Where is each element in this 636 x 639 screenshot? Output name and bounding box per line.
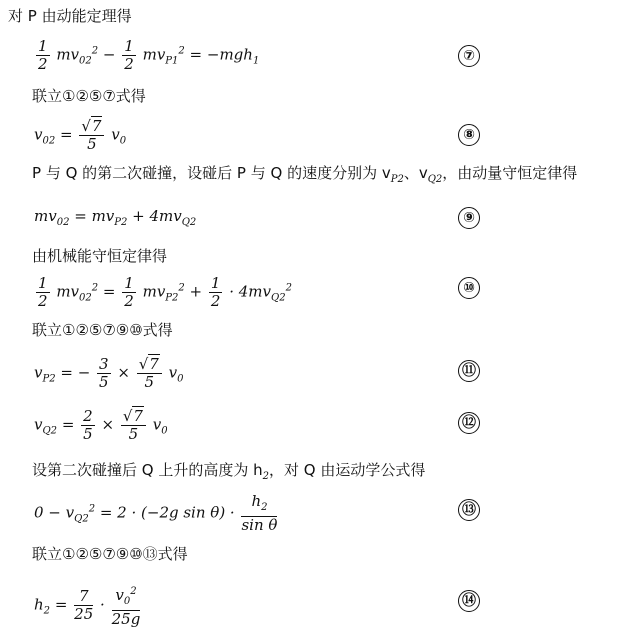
equation-number-8: ⑧	[458, 124, 480, 146]
denominator: 25g	[111, 610, 141, 628]
lhs: h	[34, 595, 44, 614]
term: h	[251, 492, 262, 510]
equation-9	[34, 206, 196, 233]
numerator	[121, 408, 146, 426]
numerator: 2	[83, 407, 93, 425]
line-6-text-c: ，对 Q 由运动学公式得	[269, 461, 426, 479]
numerator: 3	[99, 355, 109, 373]
fraction	[36, 275, 50, 310]
numerator: 1	[38, 274, 48, 292]
equation-8	[34, 118, 126, 153]
subscript: 2	[261, 502, 268, 513]
lhs: v	[34, 125, 43, 144]
fraction	[79, 118, 104, 153]
subscript: 02	[56, 217, 70, 228]
numerator	[112, 583, 141, 611]
term: v	[168, 363, 178, 382]
equation-11	[34, 356, 183, 391]
subscript: Q2	[74, 513, 89, 525]
fraction	[209, 275, 223, 310]
equals: =	[60, 125, 78, 144]
superscript: 2	[88, 503, 96, 515]
denominator: 25	[74, 605, 94, 623]
equation-10	[34, 275, 292, 310]
term: + 4mv	[132, 207, 182, 225]
equals: =	[54, 595, 73, 614]
operator: −	[102, 45, 121, 64]
operator: +	[189, 282, 207, 301]
numerator: 1	[210, 274, 221, 292]
equals: =	[74, 207, 92, 225]
radicand: 7	[133, 407, 143, 425]
text-line-7	[32, 544, 188, 564]
lhs: v	[34, 415, 43, 434]
text-line-1	[8, 6, 132, 26]
radicand: 7	[91, 117, 102, 135]
fraction	[241, 493, 277, 534]
numerator	[241, 493, 277, 517]
superscript: 2	[91, 45, 99, 57]
equation-number-14: ⑭	[458, 590, 480, 612]
fraction	[74, 588, 93, 623]
equation-7	[34, 38, 259, 73]
text-line-4	[32, 246, 167, 266]
term: v	[111, 125, 120, 144]
line-5-text: 联立①②⑤⑦⑨⑩式得	[32, 321, 173, 339]
denominator: 2	[38, 55, 48, 73]
denominator: sin θ	[241, 516, 278, 534]
sqrt-sign: √7	[138, 355, 159, 373]
term: mv	[91, 207, 115, 225]
superscript: 2	[91, 282, 99, 294]
subscript: 02	[79, 292, 92, 304]
equation-number-9: ⑨	[458, 207, 480, 229]
denominator: 2	[210, 292, 221, 310]
denominator: 2	[38, 292, 48, 310]
times: ×	[117, 363, 130, 382]
subscript: 0	[119, 135, 127, 147]
denominator: 5	[83, 425, 93, 443]
subscript: Q2	[271, 292, 286, 304]
subscript: Q2	[181, 217, 197, 228]
subscript: 2	[43, 605, 51, 617]
subscript: 02	[42, 135, 56, 147]
equals: = 2 · (−2g sin θ) ·	[99, 503, 240, 522]
lhs: v	[34, 363, 43, 382]
denominator: 2	[124, 55, 134, 73]
superscript: 2	[285, 282, 292, 294]
term: · 4mv	[229, 282, 271, 301]
subscript: 1	[252, 55, 260, 67]
denominator: 5	[87, 135, 97, 153]
subscript: P2	[390, 174, 404, 185]
superscript: 2	[178, 282, 185, 294]
text-line-5	[32, 320, 173, 340]
subscript: 0	[177, 373, 184, 385]
radicand: 7	[149, 355, 159, 373]
equation-number-12: ⑫	[458, 412, 480, 434]
subscript: P2	[114, 217, 128, 228]
denominator: 5	[144, 373, 155, 391]
text-line-2	[32, 86, 146, 106]
dot: ·	[100, 595, 105, 614]
numerator	[79, 118, 104, 136]
equation-number-13: ⑬	[458, 499, 480, 521]
equation-number-10: ⑩	[458, 277, 480, 299]
term: mv	[34, 207, 57, 225]
equals: = −	[60, 363, 91, 382]
line-3-text-e: ，由动量守恒定律得	[442, 164, 578, 182]
equation-13	[34, 493, 279, 534]
equals: =	[61, 415, 80, 434]
subscript: P2	[165, 292, 179, 304]
subscript: 2	[262, 471, 269, 482]
rhs: = −mgh	[189, 45, 253, 64]
equation-number-11: ⑪	[458, 360, 480, 382]
subscript: Q2	[42, 425, 58, 437]
subscript: 0	[123, 596, 131, 607]
line-3-text-c: 、v	[403, 164, 428, 182]
term: mv	[142, 282, 166, 301]
line-3-text-a: P 与 Q 的第二次碰撞，设碰后 P 与 Q 的速度分别为 v	[32, 164, 391, 182]
line-6-text-a: 设第二次碰撞后 Q 上升的高度为 h	[32, 461, 263, 479]
numerator	[137, 356, 162, 374]
line-4-text: 由机械能守恒定律得	[32, 247, 168, 265]
text-line-6	[32, 460, 425, 487]
subscript: 02	[79, 55, 92, 67]
subscript: 0	[161, 425, 168, 437]
sqrt-sign: √7	[81, 117, 102, 135]
fraction	[121, 408, 146, 443]
term: v	[115, 586, 124, 604]
term: v	[152, 415, 162, 434]
denominator: 2	[124, 292, 134, 310]
fraction	[112, 583, 141, 628]
fraction	[122, 38, 136, 73]
equation-number-7: ⑦	[458, 45, 480, 67]
numerator: 1	[124, 37, 134, 55]
fraction	[81, 408, 95, 443]
denominator: 5	[99, 373, 109, 391]
fraction	[97, 356, 111, 391]
equation-14	[34, 583, 142, 628]
subscript: P1	[165, 55, 179, 67]
sqrt-sign: √7	[122, 407, 143, 425]
fraction	[137, 356, 162, 391]
numerator: 1	[124, 274, 134, 292]
times: ×	[101, 415, 115, 434]
fraction	[122, 275, 136, 310]
text-line-3	[32, 163, 577, 190]
subscript: P2	[42, 373, 56, 385]
fraction	[36, 38, 50, 73]
subscript: Q2	[427, 174, 443, 185]
term: mv	[56, 282, 80, 301]
line-7-text: 联立①②⑤⑦⑨⑩⑬式得	[32, 545, 188, 563]
equals: =	[102, 282, 121, 301]
term: mv	[56, 45, 80, 64]
equation-12	[34, 408, 168, 443]
numerator: 1	[38, 37, 48, 55]
superscript: 2	[178, 45, 185, 57]
superscript: 2	[130, 586, 137, 597]
line-1-text: 对 P 由动能定理得	[8, 7, 132, 25]
numerator: 7	[74, 588, 93, 606]
line-2-text: 联立①②⑤⑦式得	[32, 87, 146, 105]
denominator: 5	[128, 425, 139, 443]
term: 0 − v	[34, 503, 75, 522]
term: mv	[142, 45, 166, 64]
